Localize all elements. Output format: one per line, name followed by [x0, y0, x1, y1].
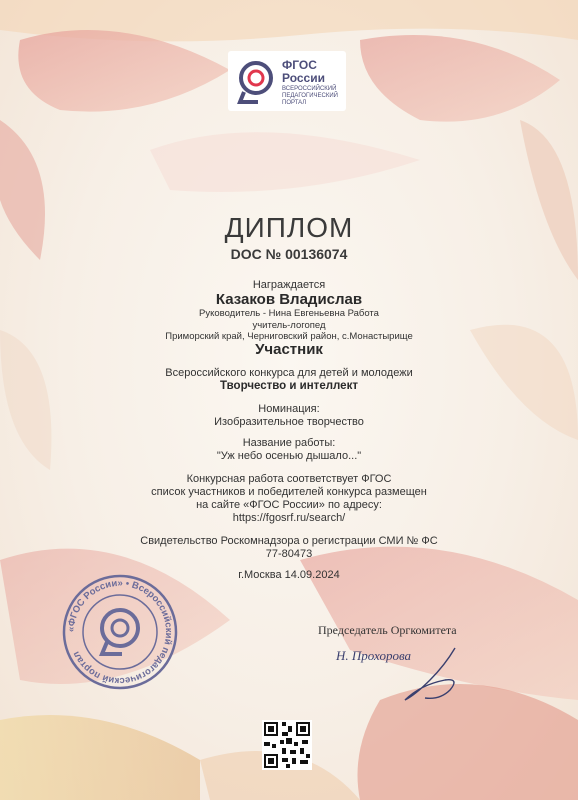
registration-line2: 77-80473: [265, 548, 313, 560]
signature: Н. Прохорова: [336, 648, 412, 663]
logo-line2: России: [282, 71, 325, 85]
contest-line: Всероссийского конкурса для детей и молодежи: [165, 367, 413, 379]
list-line2: на сайте «ФГОС России» по адресу:: [196, 499, 382, 511]
fgos-logo-icon: [236, 58, 276, 104]
diploma-title: ДИПЛОМ: [224, 212, 354, 243]
results-url: https://fgosrf.ru/search/: [232, 512, 346, 524]
signature-flourish-icon: [400, 640, 470, 705]
awarded-label: Награждается: [252, 279, 326, 291]
status: Участник: [255, 341, 323, 358]
signature-title: Председатель Оргкомитета: [318, 623, 457, 637]
compliance: Конкурсная работа соответствует ФГОС: [186, 473, 392, 485]
work-label: Название работы:: [242, 437, 336, 449]
work-title: "Уж небо осенью дышало...": [216, 450, 362, 462]
list-line1: список участников и победителей конкурса размещен: [151, 486, 427, 498]
logo-subtitle: ВСЕРОССИЙСКИЙ ПЕДАГОГИЧЕСКИЙ ПОРТАЛ: [282, 86, 338, 106]
logo-line1: ФГОС: [282, 58, 317, 72]
supervisor: Руководитель - Нина Евгеньевна Работа: [199, 308, 379, 319]
contest-name: Творчество и интеллект: [220, 380, 358, 392]
fgos-stamp-icon: [60, 572, 180, 692]
fgos-logo: [228, 51, 346, 111]
place-date: г.Москва 14.09.2024: [238, 569, 340, 581]
nomination-label: Номинация:: [258, 403, 320, 415]
recipient-name: Казаков Владислав: [215, 291, 363, 308]
document-number: DOC № 00136074: [230, 246, 348, 262]
svg-text:«ФГОС России» • Всероссийский: [66, 578, 174, 686]
position: учитель-логопед: [252, 320, 326, 331]
nomination: Изобразительное творчество: [214, 416, 364, 428]
logo-name: [282, 59, 325, 85]
qr-code-icon: [262, 720, 312, 770]
stamp-text: «ФГОС России» • Всероссийский педагогический портал: [65, 577, 175, 687]
location: Приморский край, Черниговский район, с.Монастырище: [165, 331, 413, 342]
registration-line1: Свидетельство Роскомнадзора о регистрации СМИ № ФС: [140, 535, 438, 547]
